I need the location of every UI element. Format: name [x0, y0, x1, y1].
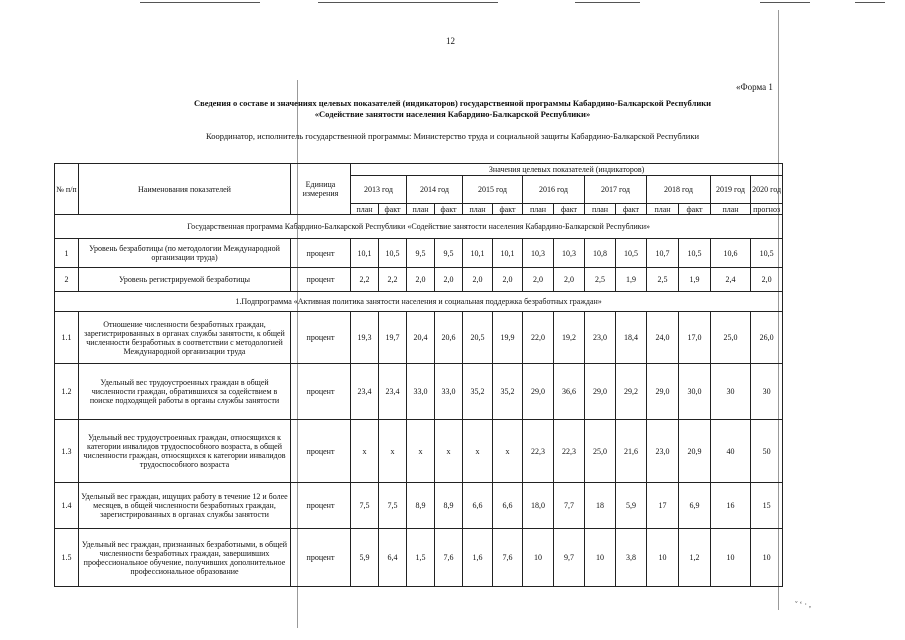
row-unit: процент [291, 268, 351, 292]
value-cell: 10 [711, 529, 751, 587]
value-cell: 6,4 [379, 529, 407, 587]
value-cell: 30 [711, 364, 751, 420]
value-cell: 10 [585, 529, 616, 587]
value-cell: 29,2 [616, 364, 647, 420]
value-cell: 10,3 [523, 239, 554, 268]
page-number: 12 [446, 36, 455, 46]
title-line-1: Сведения о составе и значениях целевых показателей (индикаторов) государственной программы Кабардино-Балкарской Республики [193, 98, 712, 108]
row-number: 1.5 [55, 529, 79, 587]
value-cell: 22,0 [523, 312, 554, 364]
value-cell: 20,5 [463, 312, 493, 364]
value-cell: 17 [647, 483, 679, 529]
header-sub: план [711, 204, 751, 215]
indicators-table [54, 163, 783, 587]
header-year: 2013 год [351, 176, 407, 204]
header-sub: план [585, 204, 616, 215]
table-row [55, 239, 783, 268]
row-unit: процент [291, 364, 351, 420]
value-cell: 29,0 [523, 364, 554, 420]
header-num: № п/п [55, 164, 79, 215]
value-cell: х [463, 420, 493, 483]
value-cell: х [435, 420, 463, 483]
value-cell: 10,1 [463, 239, 493, 268]
header-sub: план [523, 204, 554, 215]
value-cell: 10,6 [711, 239, 751, 268]
value-cell: х [351, 420, 379, 483]
value-cell: 2,0 [493, 268, 523, 292]
row-unit: процент [291, 312, 351, 364]
header-year: 2019 год [711, 176, 751, 204]
value-cell: 7,6 [493, 529, 523, 587]
header-sub: факт [379, 204, 407, 215]
value-cell: 35,2 [493, 364, 523, 420]
table-row [55, 268, 783, 292]
value-cell: 16 [711, 483, 751, 529]
value-cell: 30,0 [679, 364, 711, 420]
scan-line [855, 2, 885, 3]
scan-line [760, 2, 810, 3]
value-cell: 1,9 [616, 268, 647, 292]
value-cell: 2,5 [647, 268, 679, 292]
value-cell: 19,3 [351, 312, 379, 364]
value-cell: 10,8 [585, 239, 616, 268]
value-cell: 10 [523, 529, 554, 587]
header-sub: план [463, 204, 493, 215]
row-number: 1.1 [55, 312, 79, 364]
row-unit: процент [291, 529, 351, 587]
row-number: 1.2 [55, 364, 79, 420]
value-cell: 2,0 [435, 268, 463, 292]
row-name: Уровень регистрируемой безработицы [79, 268, 291, 292]
header-name: Наименования показателей [79, 164, 291, 215]
value-cell: 2,5 [585, 268, 616, 292]
value-cell: 2,0 [463, 268, 493, 292]
value-cell: 19,7 [379, 312, 407, 364]
scan-line [575, 2, 640, 3]
row-name: Отношение численности безработных граждан, зарегистрированных в органах службы занятости, к общей численности безработных в соответствии с методологией Международной организации труда [79, 312, 291, 364]
value-cell: 18,0 [523, 483, 554, 529]
value-cell: 2,2 [351, 268, 379, 292]
row-unit: процент [291, 483, 351, 529]
value-cell: 8,9 [435, 483, 463, 529]
value-cell: 23,0 [585, 312, 616, 364]
scan-line [318, 2, 498, 3]
value-cell: 5,9 [616, 483, 647, 529]
value-cell: 23,4 [351, 364, 379, 420]
value-cell: 10,5 [379, 239, 407, 268]
value-cell: 10 [751, 529, 783, 587]
row-number: 1.4 [55, 483, 79, 529]
value-cell: 2,0 [751, 268, 783, 292]
value-cell: 35,2 [463, 364, 493, 420]
table-row [55, 364, 783, 420]
header-sub: план [647, 204, 679, 215]
header-sub: план [351, 204, 379, 215]
value-cell: 18,4 [616, 312, 647, 364]
value-cell: х [379, 420, 407, 483]
value-cell: 22,3 [523, 420, 554, 483]
value-cell: 17,0 [679, 312, 711, 364]
title-line-2: «Содействие занятости населения Кабардино-Балкарской Республики» [314, 109, 591, 119]
value-cell: 36,6 [554, 364, 585, 420]
header-sub: факт [679, 204, 711, 215]
value-cell: 5,9 [351, 529, 379, 587]
header-values: Значения целевых показателей (индикаторов) [351, 164, 783, 176]
value-cell: 19,9 [493, 312, 523, 364]
header-unit: Единица измерения [291, 164, 351, 215]
value-cell: 50 [751, 420, 783, 483]
table-row [55, 529, 783, 587]
value-cell: 23,0 [647, 420, 679, 483]
value-cell: 2,0 [407, 268, 435, 292]
value-cell: 10,3 [554, 239, 585, 268]
value-cell: 2,0 [554, 268, 585, 292]
header-sub: факт [435, 204, 463, 215]
value-cell: 26,0 [751, 312, 783, 364]
row-name: Уровень безработицы (по методологии Международной организации труда) [79, 239, 291, 268]
value-cell: х [407, 420, 435, 483]
row-unit: процент [291, 239, 351, 268]
value-cell: х [493, 420, 523, 483]
value-cell: 19,2 [554, 312, 585, 364]
scan-line [140, 2, 260, 3]
table-row [55, 420, 783, 483]
value-cell: 1,9 [679, 268, 711, 292]
header-sub: факт [616, 204, 647, 215]
header-year: 2015 год [463, 176, 523, 204]
value-cell: 1,5 [407, 529, 435, 587]
value-cell: 7,7 [554, 483, 585, 529]
row-name: Удельный вес трудоустроенных граждан в общей численности граждан, обратившихся за содействием в поиске подходящей работы в органы службы занятости [79, 364, 291, 420]
program-row: Государственная программа Кабардино-Балкарской Республики «Содействие занятости населения Кабардино-Балкарской Республики» [55, 215, 783, 239]
value-cell: 7,5 [351, 483, 379, 529]
value-cell: 18 [585, 483, 616, 529]
value-cell: 30 [751, 364, 783, 420]
value-cell: 6,6 [493, 483, 523, 529]
value-cell: 7,5 [379, 483, 407, 529]
value-cell: 29,0 [585, 364, 616, 420]
value-cell: 33,0 [435, 364, 463, 420]
value-cell: 9,7 [554, 529, 585, 587]
value-cell: 10,7 [647, 239, 679, 268]
value-cell: 10,5 [616, 239, 647, 268]
value-cell: 1,6 [463, 529, 493, 587]
row-unit: процент [291, 420, 351, 483]
value-cell: 25,0 [585, 420, 616, 483]
value-cell: 2,2 [379, 268, 407, 292]
coordinator-line: Координатор, исполнитель государственной программы: Министерство труда и социальной защиты Кабардино-Балкарской Республики [205, 131, 700, 141]
value-cell: 24,0 [647, 312, 679, 364]
value-cell: 21,6 [616, 420, 647, 483]
header-year: 2020 год [751, 176, 783, 204]
value-cell: 20,6 [435, 312, 463, 364]
row-name: Удельный вес граждан, ищущих работу в течение 12 и более месяцев, в общей численности безработных граждан, зарегистрированных в органах службы занятости [79, 483, 291, 529]
value-cell: 40 [711, 420, 751, 483]
row-number: 1 [55, 239, 79, 268]
value-cell: 23,4 [379, 364, 407, 420]
header-year: 2016 год [523, 176, 585, 204]
header-sub: прогноз [751, 204, 783, 215]
value-cell: 29,0 [647, 364, 679, 420]
value-cell: 6,6 [463, 483, 493, 529]
value-cell: 20,4 [407, 312, 435, 364]
value-cell: 3,8 [616, 529, 647, 587]
value-cell: 2,4 [711, 268, 751, 292]
value-cell: 15 [751, 483, 783, 529]
value-cell: 10,1 [493, 239, 523, 268]
table-row [55, 483, 783, 529]
value-cell: 33,0 [407, 364, 435, 420]
header-sub: факт [493, 204, 523, 215]
value-cell: 1,2 [679, 529, 711, 587]
value-cell: 20,9 [679, 420, 711, 483]
value-cell: 22,3 [554, 420, 585, 483]
value-cell: 10 [647, 529, 679, 587]
subprogram-row: 1.Подпрограмма «Активная политика занятости населения и социальная поддержка безработных граждан» [55, 292, 783, 312]
scan-specks: ˇ ʻ · , [795, 600, 811, 609]
row-number: 1.3 [55, 420, 79, 483]
value-cell: 9,5 [435, 239, 463, 268]
header-sub: план [407, 204, 435, 215]
document-title [0, 98, 905, 120]
value-cell: 8,9 [407, 483, 435, 529]
value-cell: 10,5 [751, 239, 783, 268]
row-name: Удельный вес трудоустроенных граждан, относящихся к категории инвалидов трудоспособного возраста, в общей численности граждан, относящихся к категории инвалидов трудоспособного возраста [79, 420, 291, 483]
table-row [55, 312, 783, 364]
value-cell: 7,6 [435, 529, 463, 587]
value-cell: 6,9 [679, 483, 711, 529]
header-sub: факт [554, 204, 585, 215]
header-year: 2017 год [585, 176, 647, 204]
value-cell: 25,0 [711, 312, 751, 364]
form-label: «Форма 1 [736, 82, 773, 92]
header-year: 2014 год [407, 176, 463, 204]
header-year: 2018 год [647, 176, 711, 204]
row-number: 2 [55, 268, 79, 292]
value-cell: 2,0 [523, 268, 554, 292]
row-name: Удельный вес граждан, признанных безработными, в общей численности безработных граждан, завершивших профессиональное обучение, получивших дополнительное профессиональное образование [79, 529, 291, 587]
value-cell: 9,5 [407, 239, 435, 268]
value-cell: 10,5 [679, 239, 711, 268]
value-cell: 10,1 [351, 239, 379, 268]
